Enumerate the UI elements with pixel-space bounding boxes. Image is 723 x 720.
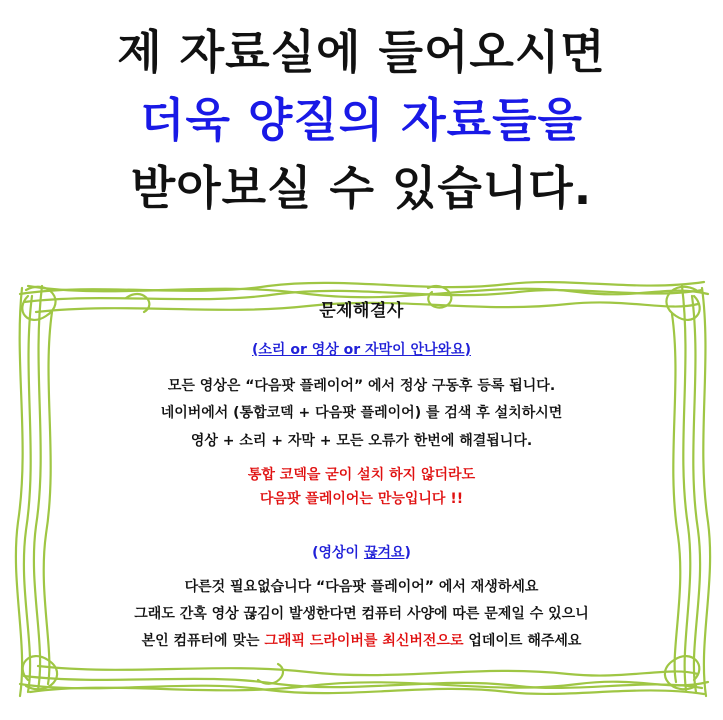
section-divider-gap xyxy=(40,512,683,538)
headline-line-1: 제 자료실에 들어오시면 xyxy=(117,25,606,79)
notice-section2-last-line xyxy=(40,628,683,655)
notice-section1-red-line-1: 통합 코덱을 굳이 설치 하지 않더라도 xyxy=(247,466,476,483)
notice-section1-red-line-2: 다음팟 플레이어는 만능입니다 !! xyxy=(259,491,464,508)
last-line-post: 업데이트 해주세요 xyxy=(463,633,582,650)
notice-section1-subtitle: (소리 or 영상 or 자막이 안나와요) xyxy=(252,342,471,358)
notice-section1-line-3: 영상 + 소리 + 자막 + 모든 오류가 한번에 해결됩니다. xyxy=(190,432,533,449)
section2-subtitle-suffix: ) xyxy=(404,544,411,561)
notice-block xyxy=(40,296,683,656)
headline-line-3: 받아보실 수 있습니다. xyxy=(130,161,593,216)
notice-title: 문제해결사 xyxy=(319,301,404,321)
last-line-red: 그래픽 드라이버를 최신버전으로 xyxy=(264,633,464,650)
last-line-pre: 본인 컴퓨터에 맞는 xyxy=(141,633,265,650)
headline-block xyxy=(0,18,723,222)
notice-section2-line-1: 다른것 필요없습니다 “다음팟 플레이어” 에서 재생하세요 xyxy=(184,578,539,595)
notice-section2-line-2: 그래도 간혹 영상 끊김이 발생한다면 컴퓨터 사양에 따른 문제일 수 있으니 xyxy=(134,606,589,623)
notice-section1-line-1: 모든 영상은 “다음팟 플레이어” 에서 정상 구동후 등록 됩니다. xyxy=(167,378,556,394)
section2-subtitle-underline: 끊겨요 xyxy=(363,544,405,561)
headline-line-2: 더욱 양질의 자료들을 xyxy=(140,93,583,148)
notice-section2-subtitle xyxy=(40,542,683,562)
notice-section1-line-2: 네이버에서 (통합코덱 + 다음팟 플레이어) 를 검색 후 설치하시면 xyxy=(160,405,563,422)
section2-subtitle-prefix: (영상이 xyxy=(312,544,364,561)
